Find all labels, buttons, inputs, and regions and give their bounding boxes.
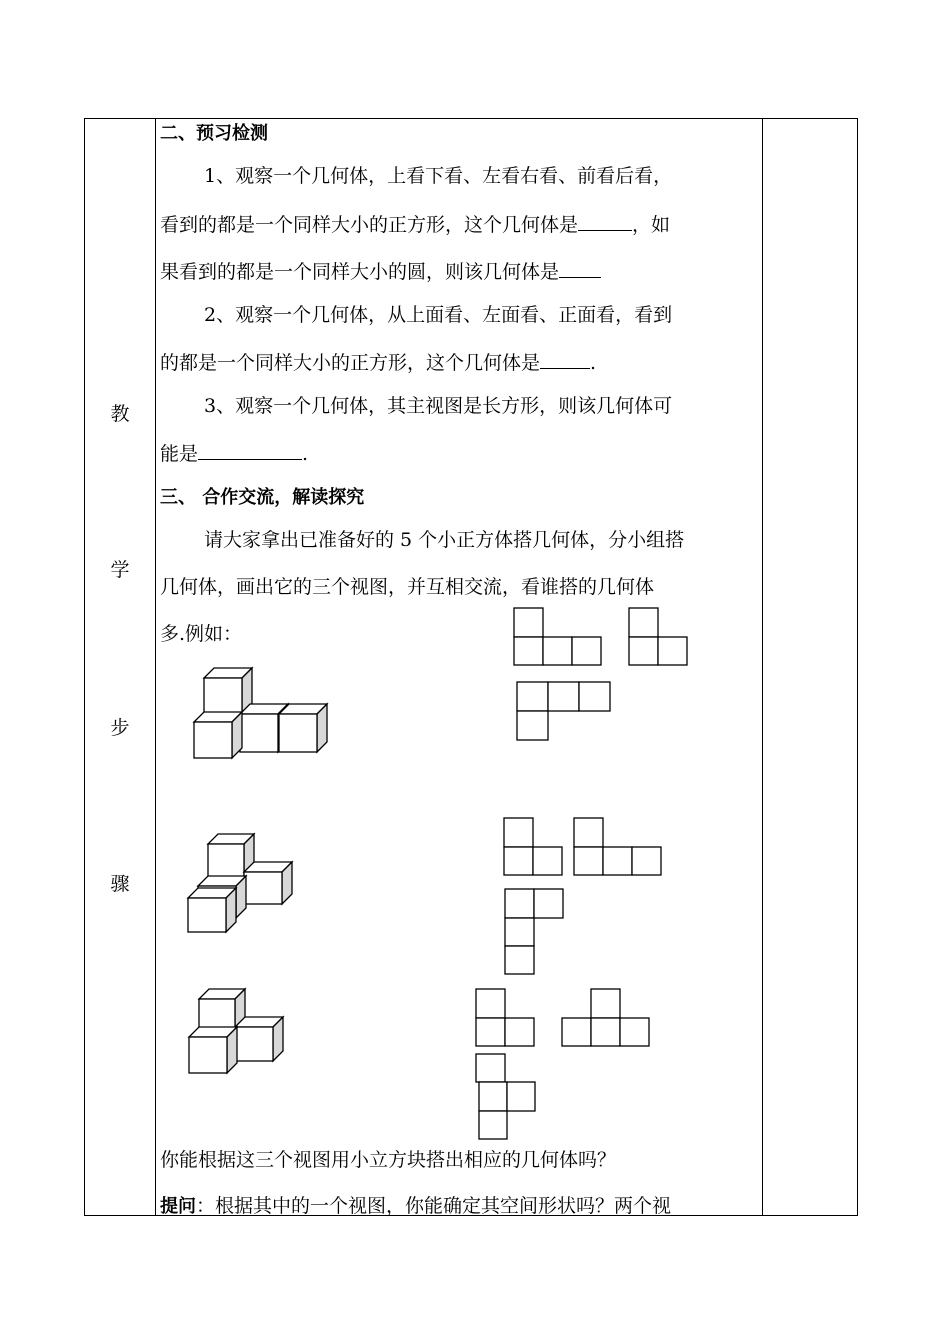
q1-line1: 1、观察一个几何体，上看下看、左看右看、前看后看， <box>204 165 673 187</box>
q1-line2 <box>160 210 670 238</box>
q1-line3 <box>160 257 601 285</box>
side-label-3: 步 <box>110 717 130 739</box>
view-figure-3 <box>473 987 653 1147</box>
q3-line2-tail: . <box>302 443 309 465</box>
cube <box>194 712 242 758</box>
side-label-4: 骤 <box>110 873 130 895</box>
q1-line2-tail: ，如 <box>632 214 671 236</box>
cube <box>279 704 327 752</box>
prompt-label: 提问 <box>160 1196 196 1217</box>
answer-blank-1[interactable] <box>578 210 632 231</box>
cube-figure-1 <box>190 664 340 764</box>
view-figure-1 <box>512 608 692 748</box>
section3-question: 你能根据这三个视图用小立方块搭出相应的几何体吗？ <box>160 1149 617 1171</box>
q3-line2-text: 能是 <box>160 443 199 465</box>
column-divider-left <box>155 119 156 1215</box>
section3-para-line1: 请大家拿出已准备好的 5 个小正方体搭几何体，分小组搭 <box>204 529 685 551</box>
cube <box>188 888 236 932</box>
section3-para-line2: 几何体，画出它的三个视图，并互相交流，看谁搭的几何体 <box>160 576 655 598</box>
q2-line2-tail: . <box>590 352 597 374</box>
section3-prompt <box>160 1193 671 1220</box>
cube-figure-3 <box>185 987 295 1077</box>
prompt-text: ：根据其中的一个视图，你能确定其空间形状吗？两个视 <box>196 1195 672 1217</box>
q1-line2-text: 看到的都是一个同样大小的正方形，这个几何体是 <box>160 214 579 236</box>
section3-para-line3: 多.例如： <box>160 623 243 645</box>
q2-line2 <box>160 348 596 376</box>
answer-blank-2[interactable] <box>559 257 601 278</box>
cube <box>244 862 292 904</box>
section3-heading: 三、 合作交流，解读探究 <box>160 487 365 508</box>
cube-figure-2 <box>184 828 304 938</box>
section2-heading: 二、预习检测 <box>160 123 268 144</box>
q2-line2-text: 的都是一个同样大小的正方形，这个几何体是 <box>160 352 541 374</box>
cube <box>189 1027 237 1073</box>
side-label-1: 教 <box>110 403 130 425</box>
answer-blank-3[interactable] <box>540 348 590 369</box>
q3-line2 <box>160 439 308 467</box>
column-divider-right <box>762 119 763 1215</box>
q1-line3-text: 果看到的都是一个同样大小的圆，则该几何体是 <box>160 261 560 283</box>
view-figure-2 <box>502 817 672 977</box>
q2-line1: 2、观察一个几何体，从上面看、左面看、正面看，看到 <box>204 304 673 326</box>
side-label-2: 学 <box>110 559 130 581</box>
answer-blank-4[interactable] <box>198 439 302 460</box>
cube <box>235 1017 283 1061</box>
q3-line1: 3、观察一个几何体，其主视图是长方形，则该几何体可 <box>204 395 673 417</box>
